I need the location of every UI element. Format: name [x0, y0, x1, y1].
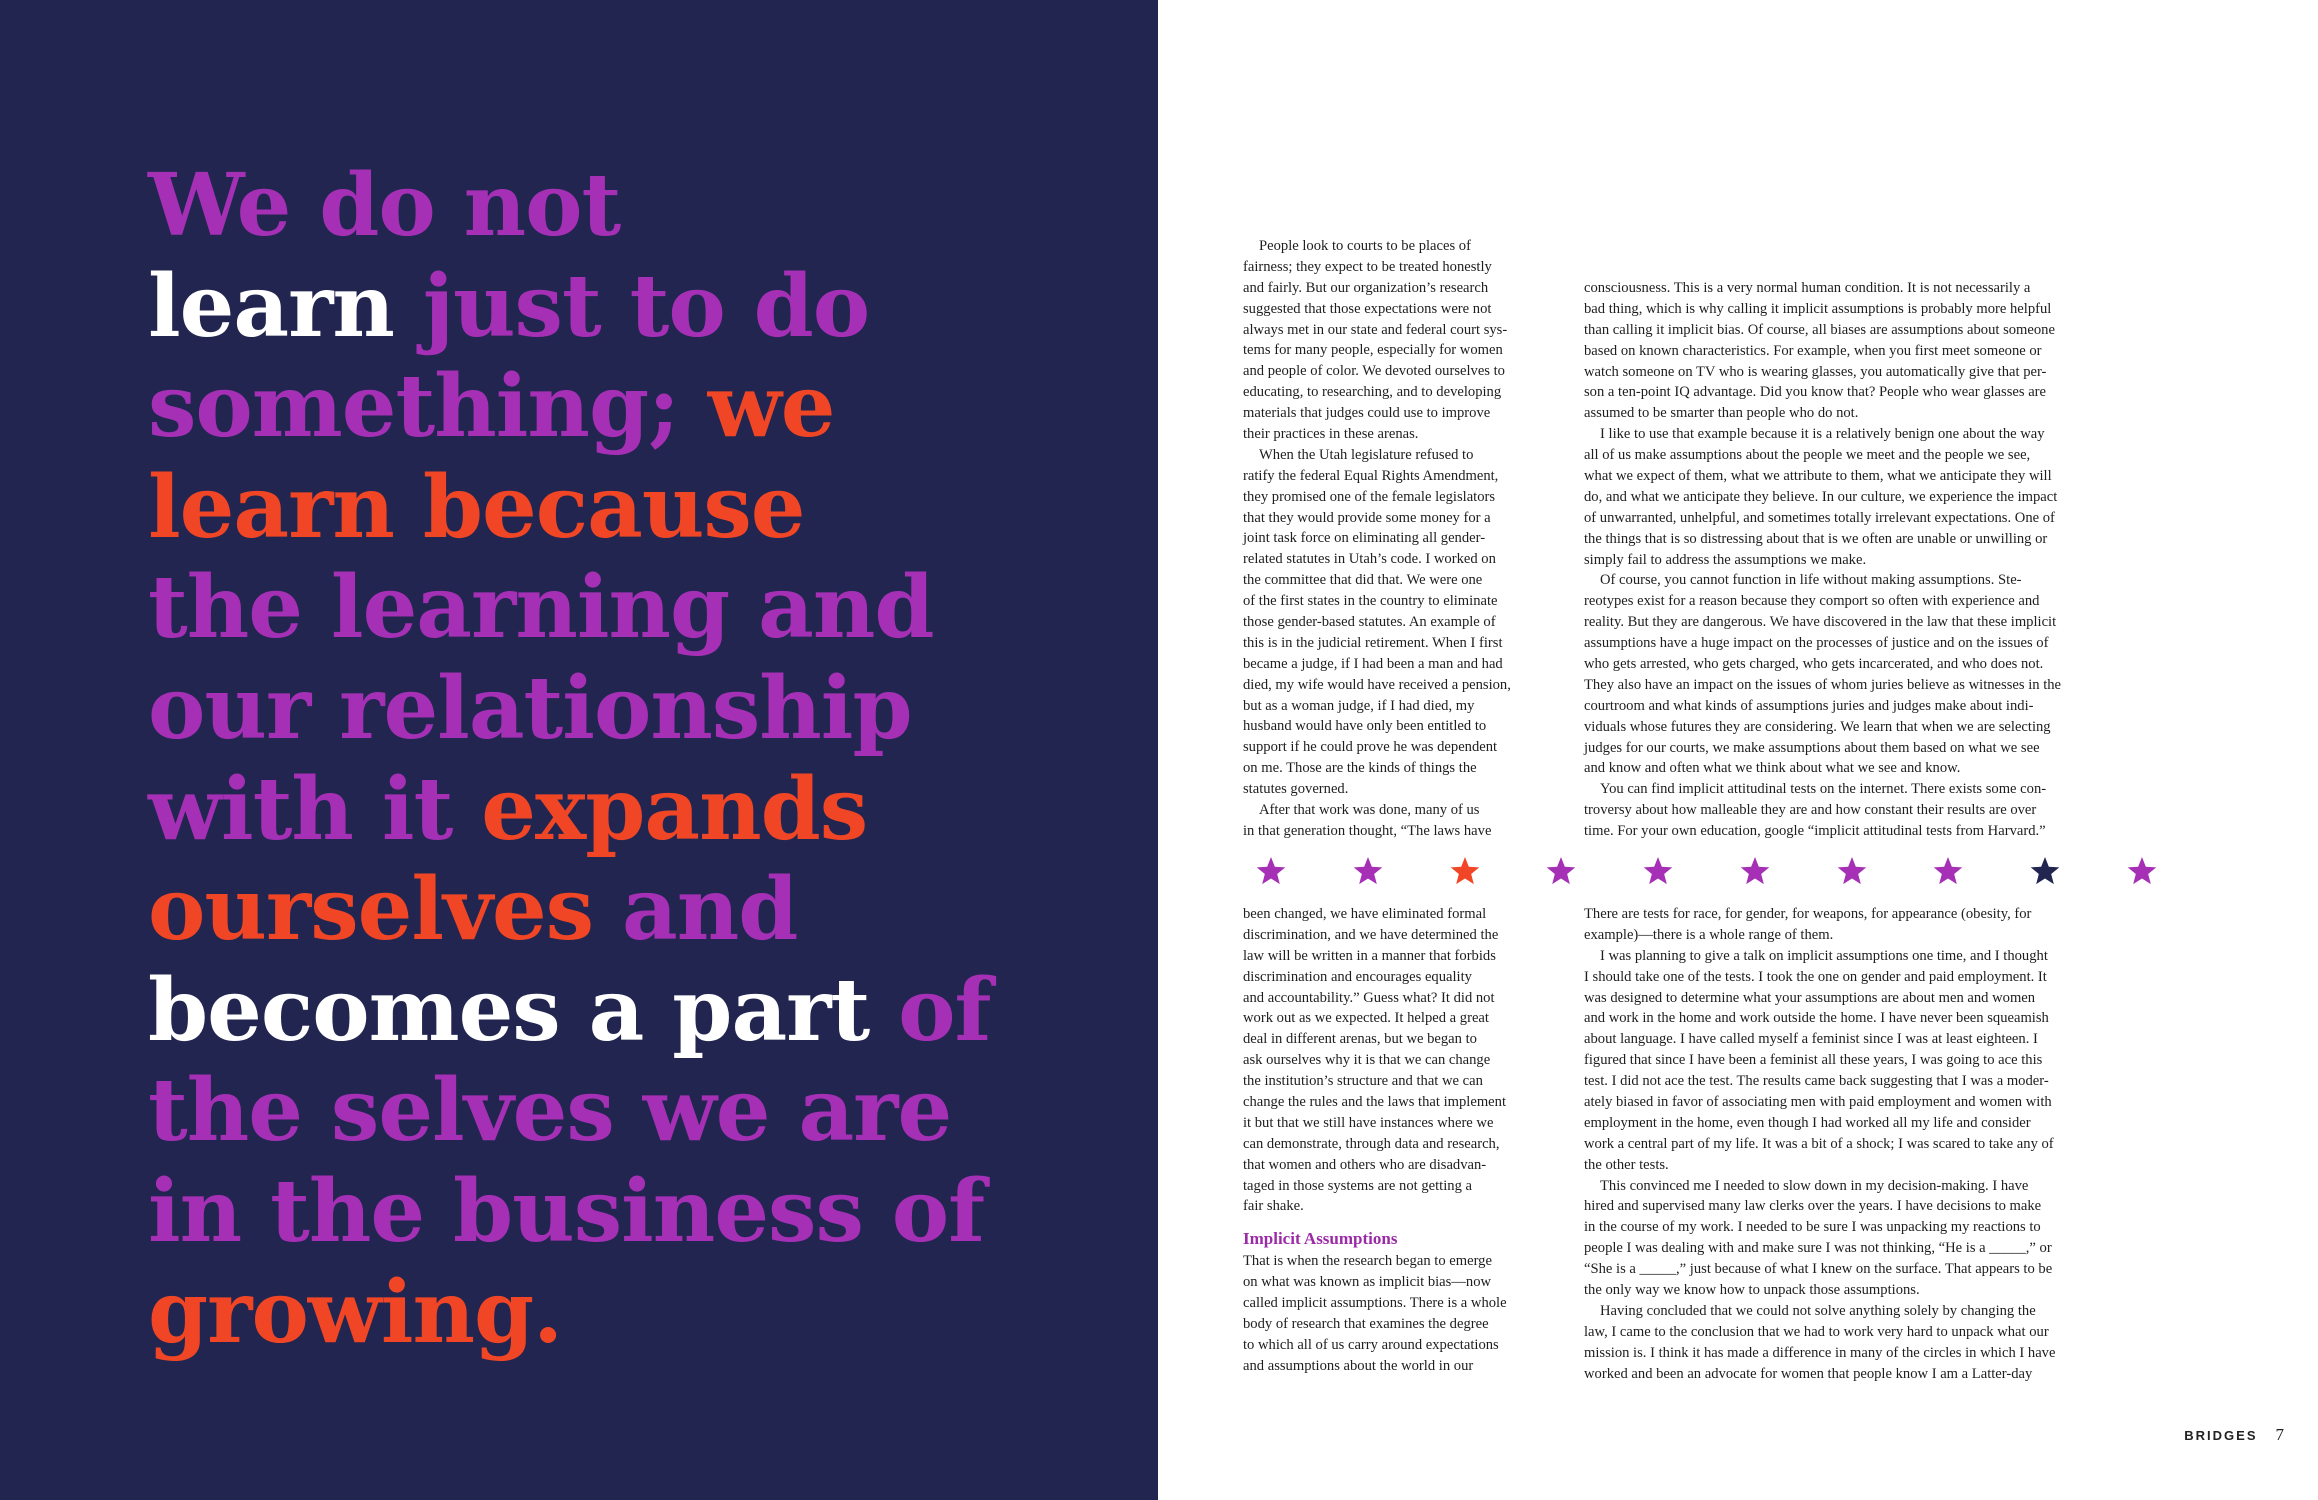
pull-quote-segment: becomes a part: [148, 959, 870, 1061]
pull-quote-line: [148, 760, 1138, 861]
pull-quote-segment: in the business of: [148, 1160, 985, 1262]
text-line: than calling it implicit bias. Of course, all biases are assumptions about someone: [1584, 321, 2055, 338]
text-line: of unwarranted, unhelpful, and sometimes totally irrelevant expectations. One of: [1584, 509, 2055, 526]
text-line: reotypes exist for a reason because they comport so often with experience and: [1584, 593, 2040, 610]
article-column-1-top: [1243, 236, 1563, 842]
article-column-1-bottom: [1243, 904, 1563, 1377]
text-line: judges for our courts, we make assumptions about them based on what we see: [1584, 739, 2040, 756]
text-line: based on known characteristics. For example, when you first meet someone or: [1584, 342, 2042, 359]
text-line: “She is a _____,” just because of what I knew on the surface. That appears to be: [1584, 1261, 2053, 1278]
text-line: the committee that did that. We were one: [1243, 572, 1483, 589]
text-line: test. I did not ace the test. The results came back suggesting that I was a moder-: [1584, 1073, 2049, 1090]
pull-quote-segment: of: [869, 959, 991, 1061]
pull-quote-segment: We do not: [148, 155, 621, 256]
text-line: and assumptions about the world in our: [1243, 1357, 1474, 1374]
text-line: courtroom and what kinds of assumptions juries and judges make about indi-: [1584, 697, 2034, 714]
text-line: they promised one of the female legislators: [1243, 488, 1496, 505]
pull-quote-segment: and: [593, 859, 798, 961]
text-line: Having concluded that we could not solve anything solely by changing the: [1600, 1302, 2036, 1319]
text-line: law will be written in a manner that forbids: [1243, 947, 1496, 964]
star-icon: [1932, 856, 1964, 888]
text-line: and people of color. We devoted ourselves to: [1243, 363, 1505, 380]
text-line: called implicit assumptions. There is a whole: [1243, 1295, 1507, 1312]
star-icon: [2126, 856, 2158, 888]
pull-quote-line: [148, 357, 1138, 458]
article-column-2-bottom: [1584, 904, 2164, 1384]
text-line: do, and what we anticipate they believe. In our culture, we experience the impact: [1584, 488, 2058, 505]
text-line: became a judge, if I had been a man and had: [1243, 655, 1503, 672]
text-line: and work in the home and work outside the home. I have never been squeamish: [1584, 1010, 2049, 1027]
text-line: employment in the home, even though I had worked all my life and consider: [1584, 1114, 2031, 1131]
publication-name: BRIDGES: [2184, 1428, 2258, 1443]
text-line: assumed to be smarter than people who do not.: [1584, 405, 1859, 422]
text-line: troversy about how malleable they are and how constant their results are over: [1584, 802, 2037, 819]
text-line: There are tests for race, for gender, for weapons, for appearance (obesity, for: [1584, 906, 2032, 922]
text-line: discrimination, and we have determined the: [1243, 926, 1499, 943]
text-line: hired and supervised many law clerks over the years. I have decisions to make: [1584, 1198, 2042, 1215]
text-line: Of course, you cannot function in life without making assumptions. Ste-: [1600, 572, 2022, 589]
text-line: work a central part of my life. It was a bit of a shock; I was scared to take any of: [1584, 1135, 2054, 1152]
text-line: been changed, we have eliminated formal: [1243, 906, 1487, 922]
text-line: this is in the judicial retirement. When I first: [1243, 634, 1503, 651]
text-line: worked and been an advocate for women that people know I am a Latter-day: [1584, 1365, 2033, 1382]
pull-quote-line: [148, 558, 1138, 659]
text-line: People look to courts to be places of: [1259, 238, 1471, 254]
text-line: husband would have only been entitled to: [1243, 718, 1487, 735]
star-icon: [1545, 856, 1577, 888]
text-line: time. For your own education, google “implicit attitudinal tests from Harvard.”: [1584, 823, 2046, 840]
text-line: related statutes in Utah’s code. I worked on: [1243, 551, 1496, 568]
text-line: support if he could prove he was dependent: [1243, 739, 1498, 756]
text-line: simply fail to address the assumptions we make.: [1584, 551, 1867, 568]
text-line: died, my wife would have received a pension,: [1243, 676, 1511, 693]
section-heading: Implicit Assumptions: [1243, 1229, 1398, 1249]
pull-quote-segment: ourselves: [148, 859, 594, 961]
text-line: taged in those systems are not getting a: [1243, 1177, 1472, 1194]
text-line: change the rules and the laws that implement: [1243, 1094, 1507, 1111]
text-line: When the Utah legislature refused to: [1259, 446, 1474, 463]
star-icon: [1642, 856, 1674, 888]
star-icon: [1255, 856, 1287, 888]
text-line: but as a woman judge, if I had died, my: [1243, 697, 1475, 714]
text-line: deal in different arenas, but we began to: [1243, 1031, 1477, 1048]
text-line: This convinced me I needed to slow down in my decision-making. I have: [1600, 1177, 2029, 1194]
text-line: the things that is so distressing about that is we often are unable or unwilling or: [1584, 530, 2048, 547]
pull-quote-line: [148, 659, 1138, 760]
text-line: I like to use that example because it is a relatively benign one about the way: [1600, 426, 2045, 443]
pull-quote-segment: with it: [148, 758, 453, 860]
text-line: always met in our state and federal court sys-: [1243, 321, 1508, 338]
text-line: assumptions have a huge impact on the processes of justice and on the issues of: [1584, 635, 2049, 652]
text-line: fair shake.: [1243, 1198, 1304, 1215]
pull-quote-line: [148, 860, 1138, 961]
text-line: ratify the federal Equal Rights Amendment,: [1243, 467, 1499, 484]
pull-quote-segment: our relationship: [148, 657, 912, 759]
text-line: son a ten-point IQ advantage. Did you know that? People who wear glasses are: [1584, 384, 2047, 401]
text-line: After that work was done, many of us: [1259, 802, 1480, 819]
text-line: fairness; they expect to be treated honestly: [1243, 258, 1492, 275]
text-line: viduals whose futures they are considering. We learn that when we are selecting: [1584, 718, 2051, 735]
text-line: all of us make assumptions about the people we meet and the people we see,: [1584, 447, 2031, 464]
pull-quote-line: [148, 1162, 1138, 1263]
text-line: law, I came to the conclusion that we had to work very hard to unpack what our: [1584, 1323, 2049, 1340]
pull-quote-segment: the selves we are: [148, 1060, 952, 1162]
text-line: suggested that those expectations were not: [1243, 300, 1492, 317]
text-line: about language. I have called myself a feminist since I was at least eighteen. I: [1584, 1031, 2038, 1048]
star-divider: [1243, 856, 2164, 896]
pull-quote-line: [148, 156, 1138, 257]
star-icon: [2029, 856, 2061, 888]
star-icon: [1449, 856, 1481, 888]
column-1-bottom-text: [1243, 904, 1563, 1217]
text-line: that women and others who are disadvan-: [1243, 1156, 1487, 1173]
text-line: in that generation thought, “The laws have: [1243, 822, 1492, 839]
pull-quote-line: [148, 1061, 1138, 1162]
text-line: to which all of us carry around expectations: [1243, 1336, 1499, 1353]
text-line: reality. But they are dangerous. We have discovered in the law that these implicit: [1584, 614, 2057, 631]
text-line: can demonstrate, through data and research,: [1243, 1135, 1500, 1152]
page-footer: [2184, 1425, 2284, 1445]
text-line: work out as we expected. It helped a great: [1243, 1010, 1489, 1027]
pull-quote-line: [148, 458, 1138, 559]
text-line: and accountability.” Guess what? It did not: [1243, 989, 1495, 1006]
text-line: statutes governed.: [1243, 781, 1349, 798]
text-line: the institution’s structure and that we can: [1243, 1073, 1483, 1090]
pull-quote-line: [148, 1263, 1138, 1364]
star-icon: [1352, 856, 1384, 888]
text-line: tems for many people, especially for women: [1243, 342, 1503, 359]
text-line: materials that judges could use to improve: [1243, 405, 1491, 422]
text-line: that they would provide some money for a: [1243, 509, 1491, 526]
text-line: the other tests.: [1584, 1156, 1669, 1173]
quote-panel: [0, 0, 1158, 1500]
pull-quote-line: [148, 961, 1138, 1062]
pull-quote-segment: just to do: [393, 255, 870, 357]
text-line: watch someone on TV who is wearing glasses, you automatically give that per-: [1584, 363, 2047, 380]
pull-quote: [148, 156, 1138, 1363]
article-column-2-top: [1584, 278, 2164, 842]
text-line: those gender-based statutes. An example of: [1243, 614, 1496, 631]
text-line: I was planning to give a talk on implicit assumptions one time, and I thought: [1600, 947, 2048, 964]
text-line: in the course of my work. I needed to be sure I was unpacking my reactions to: [1584, 1219, 2041, 1236]
page-number: 7: [2275, 1425, 2284, 1444]
pull-quote-segment: we: [678, 356, 835, 458]
text-line: educating, to researching, and to developing: [1243, 384, 1502, 401]
star-icon: [1739, 856, 1771, 888]
text-line: was designed to determine what your assumptions are about men and women: [1584, 989, 2036, 1006]
text-line: what we expect of them, what we attribute to them, what we anticipate they will: [1584, 468, 2052, 485]
text-line: the only way we know how to unpack those assumptions.: [1584, 1282, 1920, 1299]
pull-quote-segment: something;: [148, 356, 679, 458]
text-line: They also have an impact on the issues of whom juries believe as witnesses in the: [1584, 676, 2062, 693]
text-line: joint task force on eliminating all gender-: [1243, 530, 1486, 547]
text-line: consciousness. This is a very normal human condition. It is not necessarily a: [1584, 280, 2031, 296]
text-line: and fairly. But our organization’s research: [1243, 279, 1489, 296]
text-line: their practices in these arenas.: [1243, 426, 1419, 443]
text-line: who gets arrested, who gets charged, who gets incarcerated, and who does not.: [1584, 656, 2044, 673]
text-line: mission is. I think it has made a difference in many of the circles in which I have: [1584, 1344, 2056, 1361]
text-line: You can find implicit attitudinal tests on the internet. There exists some con-: [1600, 781, 2047, 798]
pull-quote-line: [148, 257, 1138, 358]
pull-quote-segment: expands: [452, 758, 868, 860]
text-line: discrimination and encourages equality: [1243, 968, 1472, 985]
text-line: on me. Those are the kinds of things the: [1243, 760, 1477, 777]
text-line: people I was dealing with and make sure I was not thinking, “He is a _____,” or: [1584, 1240, 2052, 1257]
text-line: ask ourselves why it is that we can change: [1243, 1052, 1491, 1069]
text-line: I should take one of the tests. I took the one on gender and paid employment. It: [1584, 968, 2047, 985]
text-line: of the first states in the country to eliminate: [1243, 593, 1498, 610]
pull-quote-segment: learn because: [148, 456, 805, 558]
text-line: figured that since I have been a feminist all these years, I was going to ace this: [1584, 1052, 2043, 1069]
text-line: ately biased in favor of associating men with paid employment and women with: [1584, 1094, 2052, 1111]
pull-quote-segment: learn: [148, 255, 394, 357]
text-line: it but that we still have instances where we: [1243, 1114, 1494, 1131]
text-line: That is when the research began to emerge: [1243, 1253, 1492, 1270]
pull-quote-segment: the learning and: [148, 557, 934, 659]
column-1-after-heading-text: [1243, 1251, 1563, 1376]
text-line: and know and often what we think about what we see and know.: [1584, 760, 1961, 777]
text-line: on what was known as implicit bias—now: [1243, 1274, 1492, 1291]
pull-quote-segment: growing.: [148, 1261, 563, 1363]
star-icon: [1836, 856, 1868, 888]
text-line: bad thing, which is why calling it implicit assumptions is probably more helpful: [1584, 300, 2052, 317]
text-line: body of research that examines the degree: [1243, 1316, 1489, 1333]
text-line: example)—there is a whole range of them.: [1584, 926, 1834, 943]
